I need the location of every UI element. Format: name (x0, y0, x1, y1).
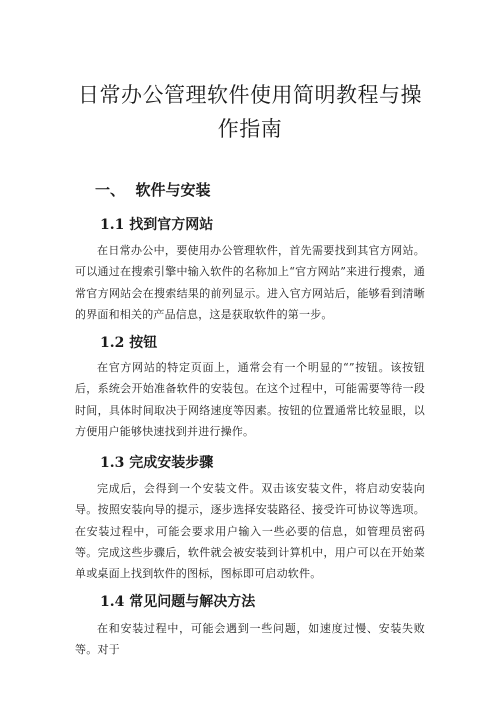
subsection-1-3-body: 完成后，会得到一个安装文件。双击该安装文件，将启动安装向导。按照安装向导的提示，逐步选择安装路径、接受许可协议等选项。在安装过程中，可能会要求用户输入一些必要的信息，如管理员密码等。完成这些步骤后，软件就会被安装到计算机中，用户可以在开始菜单或桌面上找到软件的图标，图标即可启动软件。 (75, 482, 425, 581)
subsection-1-1-heading: 1.1 找到官方网站 (100, 217, 214, 233)
subsection-1-3-heading: 1.3 完成安装步骤 (100, 455, 214, 471)
document-title: 日常办公管理软件使用简明教程与操作指南 (78, 83, 422, 141)
subsection-1-2-body: 在官方网站的特定页面上，通常会有一个明显的“”按钮。该按钮后，系统会开始准备软件的安装包。在这个过程中，可能需要等待一段时间，具体时间取决于网络速度等因素。按钮的位置通常比较显眼，以方便用户能够快速找到并进行操作。 (75, 361, 425, 438)
subsection-1-4-heading: 1.4 常见问题与解决方法 (100, 594, 256, 610)
section-1-heading: 一、 软件与安装 (95, 181, 211, 199)
subsection-1-2-heading: 1.2 按钮 (100, 335, 158, 351)
subsection-1-4-body: 在和安装过程中，可能会遇到一些问题，如速度过慢、安装失败等。对于 (75, 622, 425, 657)
subsection-1-1-body: 在日常办公中，要使用办公管理软件，首先需要找到其官方网站。可以通过在搜索引擎中输入软件的名称加上“官方网站”来进行搜索，通常官方网站会在搜索结果的前列显示。进入官方网站后，能够看到清晰的界面和相关的产品信息，这是获取软件的第一步。 (75, 244, 425, 321)
